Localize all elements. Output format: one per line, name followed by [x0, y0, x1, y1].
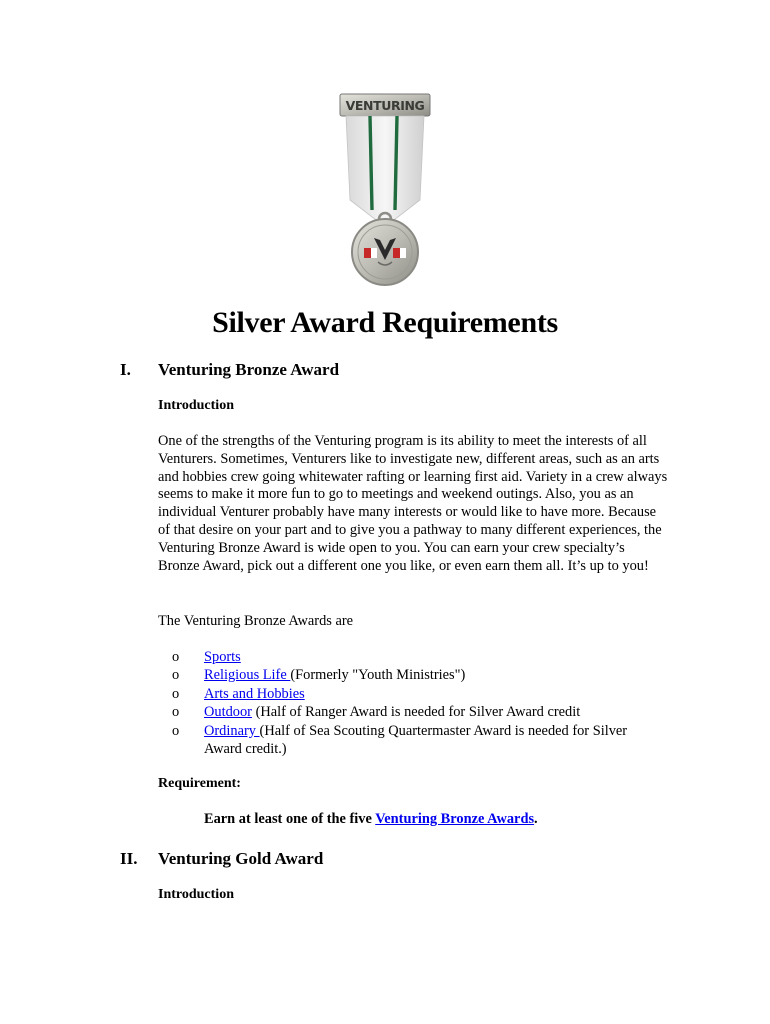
- award-note: (Formerly "Youth Ministries"): [290, 667, 466, 684]
- list-item: [172, 648, 662, 666]
- list-item: [172, 666, 662, 684]
- venturing-bronze-awards-link[interactable]: Venturing Bronze Awards: [375, 811, 535, 827]
- outdoor-link[interactable]: Outdoor: [204, 704, 252, 721]
- section-1-number: I.: [120, 360, 131, 379]
- bronze-awards-list: [172, 648, 662, 758]
- medal-bar-label: VENTURING: [345, 98, 425, 113]
- medal-ribbon: [346, 116, 424, 220]
- arts-and-hobbies-link[interactable]: Arts and Hobbies: [204, 685, 305, 702]
- ribbon-stripe-right: [395, 116, 397, 210]
- section-1-intro-heading: Introduction: [158, 398, 234, 413]
- ribbon-stripe-left: [370, 116, 372, 210]
- bullet: o: [172, 704, 180, 721]
- section-2-intro-heading: Introduction: [158, 887, 234, 902]
- section-2-number: II.: [120, 849, 138, 868]
- religious-life-link[interactable]: Religious Life: [204, 667, 291, 684]
- requirement-suffix: .: [534, 811, 538, 827]
- sports-link[interactable]: Sports: [204, 649, 241, 665]
- list-item: [172, 703, 662, 721]
- medallion-flag-red-left: [364, 248, 371, 258]
- bullet: o: [172, 667, 180, 684]
- award-note: (Half of Sea Scouting Quartermaster Award is needed for Silver Award credit.): [204, 722, 628, 758]
- requirement-heading: Requirement:: [158, 776, 241, 791]
- medallion-flag-red-right: [393, 248, 400, 258]
- section-2-title: Venturing Gold Award: [158, 849, 324, 868]
- award-note: (Half of Ranger Award is needed for Silver Award credit: [251, 704, 581, 721]
- bullet: o: [172, 685, 180, 702]
- page-title: Silver Award Requirements: [212, 306, 558, 339]
- requirement-prefix: Earn at least one of the five: [204, 811, 376, 827]
- awards-list-intro: The Venturing Bronze Awards are: [158, 613, 354, 629]
- list-item: [172, 722, 662, 759]
- ordinary-link[interactable]: Ordinary: [204, 722, 260, 739]
- requirement-text: [204, 811, 538, 828]
- venturing-medal-image: [334, 92, 434, 292]
- bullet: o: [172, 722, 180, 739]
- list-item: [172, 685, 662, 703]
- section-1-title: Venturing Bronze Award: [158, 360, 340, 379]
- bullet: o: [172, 649, 180, 665]
- section-1-intro-text: One of the strengths of the Venturing program is its ability to meet the interests of all Venturers. Sometimes, Venturers like to investigate new, different areas, such as an arts and hobbies crew going whitewater rafting or learning first aid. Variety in a crew always seems to make it more fun to go to meetings and weekend outings. Also, you as an individual Venturer probably have many interests or would like to have more. Because of that desire on your part and to give you a pathway to many different experiences, the Venturing Bronze Award is wide open to you. You can earn your crew specialty’s Bronze Award, pick out a different one you like, or even earn them all. It’s up to you!: [158, 433, 668, 574]
